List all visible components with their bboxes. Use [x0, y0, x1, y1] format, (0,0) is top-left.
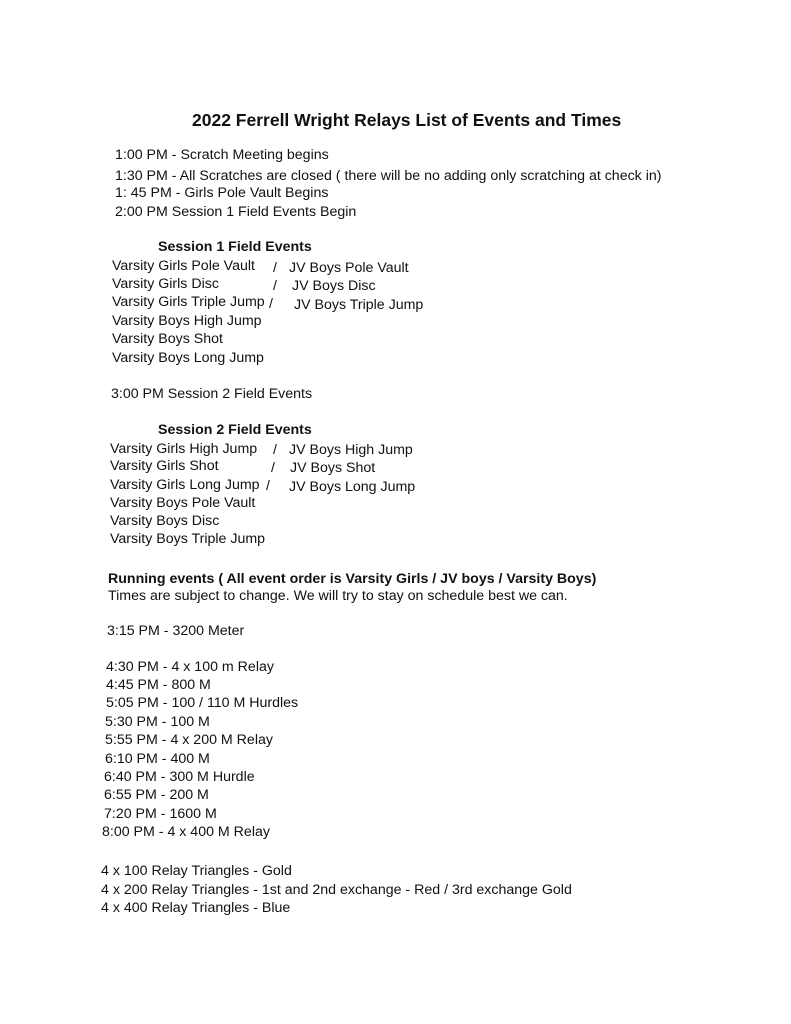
session2-heading: Session 2 Field Events — [158, 422, 312, 438]
schedule-line: 2:00 PM Session 1 Field Events Begin — [115, 204, 357, 220]
session2-jv-event: JV Boys Shot — [290, 460, 376, 476]
session1-varsity-event: Varsity Boys High Jump — [112, 313, 262, 329]
running-event: 6:55 PM - 200 M — [104, 787, 209, 803]
running-event: 7:20 PM - 1600 M — [104, 806, 217, 822]
event-separator: / — [269, 296, 273, 312]
running-event: 6:40 PM - 300 M Hurdle — [104, 769, 255, 785]
session2-time: 3:00 PM Session 2 Field Events — [111, 386, 313, 402]
session2-varsity-event: Varsity Boys Pole Vault — [110, 495, 256, 511]
relay-triangle-note: 4 x 200 Relay Triangles - 1st and 2nd exchange - Red / 3rd exchange Gold — [101, 882, 572, 898]
session1-jv-event: JV Boys Disc — [292, 278, 376, 294]
session1-varsity-event: Varsity Boys Shot — [112, 331, 223, 347]
relay-triangle-note: 4 x 400 Relay Triangles - Blue — [101, 900, 291, 916]
page-title: 2022 Ferrell Wright Relays List of Events and Times — [192, 110, 622, 130]
event-separator: / — [273, 442, 277, 458]
running-event: 5:05 PM - 100 / 110 M Hurdles — [106, 695, 299, 711]
session1-varsity-event: Varsity Girls Disc — [112, 276, 219, 292]
schedule-line: 1: 45 PM - Girls Pole Vault Begins — [115, 185, 329, 201]
session1-varsity-event: Varsity Girls Triple Jump — [112, 294, 265, 310]
event-separator: / — [266, 478, 270, 494]
session2-varsity-event: Varsity Boys Triple Jump — [110, 531, 266, 547]
running-note: Times are subject to change. We will try to stay on schedule best we can. — [108, 588, 568, 604]
relay-triangle-note: 4 x 100 Relay Triangles - Gold — [101, 863, 292, 879]
running-event: 6:10 PM - 400 M — [105, 751, 210, 767]
session1-jv-event: JV Boys Triple Jump — [294, 297, 424, 313]
session1-varsity-event: Varsity Girls Pole Vault — [112, 258, 255, 274]
schedule-line: 1:30 PM - All Scratches are closed ( there will be no adding only scratching at check in) — [115, 168, 662, 184]
running-event: 5:55 PM - 4 x 200 M Relay — [105, 732, 273, 748]
session1-varsity-event: Varsity Boys Long Jump — [112, 350, 264, 366]
session1-heading: Session 1 Field Events — [158, 239, 312, 255]
running-heading: Running events ( All event order is Varsity Girls / JV boys / Varsity Boys) — [108, 571, 597, 587]
event-separator: / — [271, 460, 275, 476]
running-event: 4:30 PM - 4 x 100 m Relay — [106, 659, 274, 675]
session2-varsity-event: Varsity Girls High Jump — [110, 441, 258, 457]
session2-varsity-event: Varsity Girls Shot — [110, 458, 219, 474]
schedule-line: 1:00 PM - Scratch Meeting begins — [115, 147, 329, 163]
session2-varsity-event: Varsity Girls Long Jump — [110, 477, 260, 493]
session2-jv-event: JV Boys High Jump — [289, 442, 413, 458]
running-event: 3:15 PM - 3200 Meter — [107, 623, 245, 639]
session2-varsity-event: Varsity Boys Disc — [110, 513, 220, 529]
session1-jv-event: JV Boys Pole Vault — [289, 260, 409, 276]
event-separator: / — [273, 260, 277, 276]
session2-jv-event: JV Boys Long Jump — [289, 479, 416, 495]
event-separator: / — [273, 278, 277, 294]
running-event: 5:30 PM - 100 M — [105, 714, 210, 730]
running-event: 4:45 PM - 800 M — [106, 677, 211, 693]
running-event: 8:00 PM - 4 x 400 M Relay — [102, 824, 270, 840]
